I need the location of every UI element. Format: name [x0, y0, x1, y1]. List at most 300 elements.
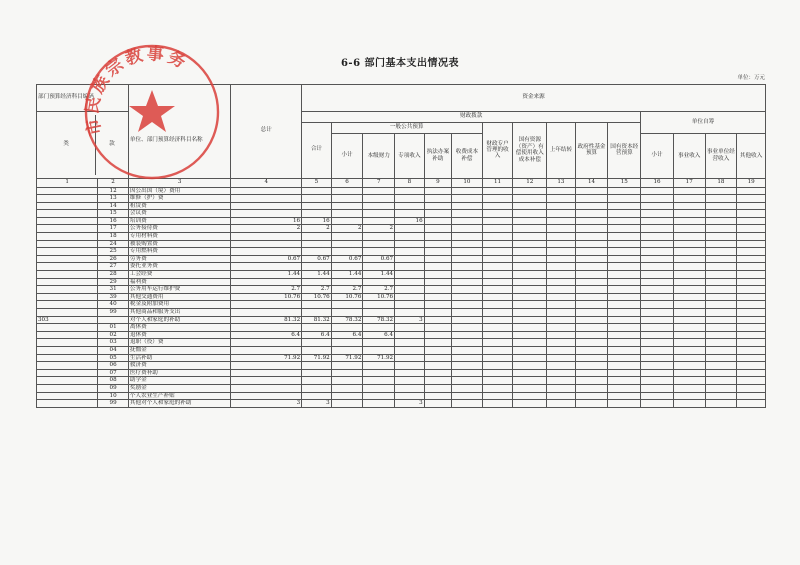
cell-total	[231, 195, 302, 203]
column-number: 14	[575, 178, 608, 187]
cell-subtotal: 1.44	[302, 271, 332, 279]
empty-cell	[705, 248, 737, 256]
empty-cell	[673, 384, 705, 392]
empty-cell	[424, 324, 451, 332]
empty-cell	[641, 233, 674, 241]
empty-cell	[547, 233, 576, 241]
cell-small	[331, 392, 363, 400]
empty-cell	[641, 202, 674, 210]
empty-cell	[641, 400, 674, 408]
empty-cell	[547, 384, 576, 392]
empty-cell	[575, 225, 608, 233]
empty-cell	[482, 271, 513, 279]
empty-cell	[547, 392, 576, 400]
empty-cell	[673, 195, 705, 203]
empty-cell	[705, 369, 737, 377]
empty-cell	[575, 255, 608, 263]
cell-kuan: 13	[98, 195, 129, 203]
empty-cell	[452, 377, 483, 385]
empty-cell	[608, 377, 641, 385]
cell-special	[395, 202, 425, 210]
business-income-header: 事业收入	[673, 134, 705, 179]
prev-year-header: 上年结转	[547, 123, 576, 179]
table-row	[37, 202, 766, 210]
empty-cell	[705, 195, 737, 203]
column-number: 6	[331, 178, 363, 187]
table-row	[37, 293, 766, 301]
empty-cell	[452, 210, 483, 218]
cell-subtotal	[302, 248, 332, 256]
cell-small: 1.44	[331, 271, 363, 279]
empty-cell	[575, 369, 608, 377]
cell-small	[331, 210, 363, 218]
empty-cell	[513, 195, 547, 203]
table-row	[37, 331, 766, 339]
empty-cell	[705, 309, 737, 317]
empty-cell	[737, 263, 766, 271]
unit-econ-name-header: 单位、部门预算经济科目名称	[128, 134, 230, 179]
empty-cell	[424, 339, 451, 347]
cell-level	[363, 400, 395, 408]
cell-level	[363, 377, 395, 385]
cell-level	[363, 278, 395, 286]
empty-cell	[547, 400, 576, 408]
empty-cell	[608, 195, 641, 203]
cell-level	[363, 324, 395, 332]
cell-lei	[37, 271, 98, 279]
empty-cell	[673, 354, 705, 362]
empty-cell	[575, 195, 608, 203]
cell-lei	[37, 339, 98, 347]
cell-subtotal	[302, 187, 332, 195]
column-number-row	[37, 178, 766, 187]
empty-cell	[452, 263, 483, 271]
empty-cell	[424, 400, 451, 408]
empty-cell	[575, 217, 608, 225]
empty-cell	[705, 255, 737, 263]
table-row	[37, 354, 766, 362]
cell-special	[395, 384, 425, 392]
cell-level	[363, 362, 395, 370]
empty-cell	[641, 324, 674, 332]
special-income-header: 专项收入	[395, 134, 425, 179]
empty-cell	[424, 187, 451, 195]
cell-level: 71.92	[363, 354, 395, 362]
empty-cell	[737, 362, 766, 370]
empty-cell	[424, 202, 451, 210]
cell-subtotal: 71.92	[302, 354, 332, 362]
cell-level	[363, 202, 395, 210]
empty-cell	[673, 271, 705, 279]
cell-subtotal	[302, 301, 332, 309]
empty-cell	[513, 233, 547, 241]
column-number: 8	[395, 178, 425, 187]
column-number: 19	[737, 178, 766, 187]
column-number: 3	[128, 178, 230, 187]
column-number: 15	[608, 178, 641, 187]
table-row	[37, 255, 766, 263]
empty-cell	[452, 225, 483, 233]
empty-cell	[482, 278, 513, 286]
cell-level	[363, 263, 395, 271]
cell-special	[395, 233, 425, 241]
empty-cell	[482, 331, 513, 339]
cell-subtotal	[302, 369, 332, 377]
cell-total: 6.4	[231, 331, 302, 339]
empty-cell	[575, 384, 608, 392]
table-row	[37, 195, 766, 203]
empty-cell	[673, 210, 705, 218]
cell-total: 2	[231, 225, 302, 233]
empty-cell	[424, 217, 451, 225]
empty-cell	[673, 187, 705, 195]
empty-cell	[452, 278, 483, 286]
cell-name: 公务用车运行维护费	[128, 286, 230, 294]
empty-cell	[641, 346, 674, 354]
empty-cell	[673, 309, 705, 317]
cell-name: 租赁费	[128, 202, 230, 210]
empty-cell	[705, 392, 737, 400]
empty-cell	[673, 255, 705, 263]
table-row	[37, 225, 766, 233]
cell-special	[395, 346, 425, 354]
cell-level	[363, 301, 395, 309]
empty-cell	[673, 331, 705, 339]
empty-cell	[547, 339, 576, 347]
empty-cell	[673, 377, 705, 385]
cell-subtotal	[302, 377, 332, 385]
empty-cell	[705, 346, 737, 354]
cell-special	[395, 278, 425, 286]
empty-cell	[547, 346, 576, 354]
empty-cell	[513, 202, 547, 210]
econ-code-header: 部门预算经济科目编码	[37, 85, 129, 112]
cell-small	[331, 202, 363, 210]
gov-fund-header: 政府性基金预算	[575, 123, 608, 179]
table-row	[37, 263, 766, 271]
cell-special: 3	[395, 400, 425, 408]
cell-total	[231, 346, 302, 354]
empty-cell	[705, 384, 737, 392]
empty-cell	[575, 187, 608, 195]
empty-cell	[575, 271, 608, 279]
empty-cell	[424, 392, 451, 400]
empty-cell	[641, 362, 674, 370]
empty-cell	[673, 286, 705, 294]
empty-cell	[673, 225, 705, 233]
cell-name: 退休费	[128, 331, 230, 339]
cell-total: 71.92	[231, 354, 302, 362]
empty-cell	[452, 195, 483, 203]
empty-cell	[705, 217, 737, 225]
cell-kuan: 15	[98, 210, 129, 218]
empty-cell	[608, 202, 641, 210]
cell-name: 离休费	[128, 324, 230, 332]
table-row	[37, 316, 766, 324]
cell-special	[395, 225, 425, 233]
empty-cell	[705, 286, 737, 294]
empty-cell	[424, 271, 451, 279]
empty-cell	[737, 331, 766, 339]
empty-cell	[482, 225, 513, 233]
cell-lei	[37, 301, 98, 309]
empty-cell	[673, 202, 705, 210]
cell-lei: 303	[37, 316, 98, 324]
empty-cell	[673, 400, 705, 408]
empty-cell	[608, 263, 641, 271]
cell-special	[395, 293, 425, 301]
empty-cell	[737, 369, 766, 377]
empty-cell	[641, 248, 674, 256]
empty-cell	[452, 362, 483, 370]
cell-total	[231, 248, 302, 256]
empty-cell	[424, 263, 451, 271]
empty-cell	[575, 331, 608, 339]
cell-subtotal	[302, 309, 332, 317]
cell-name: 奖励金	[128, 384, 230, 392]
empty-cell	[482, 233, 513, 241]
cell-total	[231, 301, 302, 309]
empty-cell	[513, 240, 547, 248]
empty-cell	[705, 316, 737, 324]
empty-cell	[547, 278, 576, 286]
cell-special	[395, 369, 425, 377]
empty-cell	[705, 339, 737, 347]
column-number: 5	[302, 178, 332, 187]
cell-small	[331, 339, 363, 347]
cell-kuan: 09	[98, 384, 129, 392]
self-subtotal-header: 小计	[641, 134, 674, 179]
empty-cell	[547, 286, 576, 294]
empty-cell	[705, 293, 737, 301]
empty-cell	[513, 301, 547, 309]
cell-small	[331, 278, 363, 286]
cell-kuan: 03	[98, 339, 129, 347]
empty-cell	[737, 210, 766, 218]
empty-cell	[737, 309, 766, 317]
empty-cell	[513, 278, 547, 286]
cell-lei	[37, 362, 98, 370]
cell-small	[331, 324, 363, 332]
table-row	[37, 286, 766, 294]
empty-cell	[641, 293, 674, 301]
cell-total	[231, 210, 302, 218]
unit-label: 单位：万元	[737, 75, 765, 81]
empty-cell	[424, 233, 451, 241]
cell-name: 生活补助	[128, 354, 230, 362]
table-row	[37, 217, 766, 225]
empty-cell	[575, 316, 608, 324]
column-number: 2	[98, 178, 129, 187]
empty-cell	[575, 301, 608, 309]
cell-total	[231, 309, 302, 317]
empty-cell	[608, 293, 641, 301]
cell-subtotal: 10.76	[302, 293, 332, 301]
empty-cell	[513, 210, 547, 218]
cell-name: 助学金	[128, 377, 230, 385]
cell-special	[395, 354, 425, 362]
empty-cell	[641, 278, 674, 286]
empty-cell	[547, 309, 576, 317]
this-level-header: 本级财力	[363, 134, 395, 179]
empty-cell	[513, 331, 547, 339]
cell-name: 对个人和家庭的补助	[128, 316, 230, 324]
empty-cell	[424, 331, 451, 339]
cell-lei	[37, 346, 98, 354]
cell-level	[363, 384, 395, 392]
cell-lei	[37, 331, 98, 339]
empty-cell	[737, 233, 766, 241]
cell-lei	[37, 240, 98, 248]
svg-text:市民族宗教事务: 市民族宗教事务	[82, 44, 192, 138]
cell-level: 10.76	[363, 293, 395, 301]
cell-special	[395, 377, 425, 385]
cell-kuan: 39	[98, 293, 129, 301]
cell-special	[395, 248, 425, 256]
empty-cell	[641, 339, 674, 347]
empty-cell	[575, 263, 608, 271]
empty-cell	[608, 210, 641, 218]
cell-kuan: 02	[98, 331, 129, 339]
table-row	[37, 362, 766, 370]
empty-cell	[705, 187, 737, 195]
empty-cell	[608, 362, 641, 370]
cell-subtotal	[302, 195, 332, 203]
cell-small	[331, 217, 363, 225]
cell-total	[231, 233, 302, 241]
cell-name: 委托业务费	[128, 263, 230, 271]
empty-cell	[673, 278, 705, 286]
table-row	[37, 377, 766, 385]
state-capital-header: 国有资本经营预算	[608, 123, 641, 179]
empty-cell	[673, 217, 705, 225]
empty-cell	[452, 339, 483, 347]
cell-kuan: 26	[98, 255, 129, 263]
empty-cell	[424, 369, 451, 377]
cell-subtotal: 2.7	[302, 286, 332, 294]
cell-level	[363, 195, 395, 203]
affiliated-income-header: 事业单位经营收入	[705, 134, 737, 179]
empty-cell	[608, 331, 641, 339]
table-row	[37, 240, 766, 248]
empty-cell	[424, 346, 451, 354]
column-number: 12	[513, 178, 547, 187]
empty-cell	[452, 331, 483, 339]
cell-level	[363, 233, 395, 241]
table-row	[37, 233, 766, 241]
empty-cell	[673, 248, 705, 256]
empty-cell	[547, 248, 576, 256]
cell-name: 退职（役）费	[128, 339, 230, 347]
general-small-total-header: 小计	[331, 134, 363, 179]
empty-cell	[424, 377, 451, 385]
empty-cell	[547, 354, 576, 362]
empty-cell	[452, 240, 483, 248]
cell-level: 2.7	[363, 286, 395, 294]
empty-cell	[547, 202, 576, 210]
empty-cell	[705, 362, 737, 370]
empty-cell	[547, 316, 576, 324]
empty-cell	[452, 384, 483, 392]
empty-cell	[673, 263, 705, 271]
empty-cell	[608, 217, 641, 225]
empty-cell	[575, 400, 608, 408]
cell-name: 因公出国（境）费用	[128, 187, 230, 195]
empty-cell	[705, 331, 737, 339]
cell-lei	[37, 210, 98, 218]
empty-cell	[513, 255, 547, 263]
cell-small: 10.76	[331, 293, 363, 301]
empty-cell	[452, 354, 483, 362]
cell-kuan: 99	[98, 400, 129, 408]
column-number: 16	[641, 178, 674, 187]
cell-total: 81.32	[231, 316, 302, 324]
cell-name: 个人农业生产补贴	[128, 392, 230, 400]
kuan-header: 款	[109, 140, 115, 147]
cell-total	[231, 392, 302, 400]
empty-cell	[641, 377, 674, 385]
cell-small: 2.7	[331, 286, 363, 294]
empty-cell	[482, 187, 513, 195]
cell-small: 0.67	[331, 255, 363, 263]
empty-cell	[737, 339, 766, 347]
cell-special	[395, 301, 425, 309]
empty-cell	[737, 187, 766, 195]
empty-cell	[608, 271, 641, 279]
table-row	[37, 384, 766, 392]
empty-cell	[608, 339, 641, 347]
empty-cell	[424, 293, 451, 301]
empty-cell	[737, 293, 766, 301]
empty-cell	[641, 309, 674, 317]
cell-subtotal: 2	[302, 225, 332, 233]
empty-cell	[608, 255, 641, 263]
empty-cell	[513, 339, 547, 347]
empty-cell	[673, 362, 705, 370]
empty-cell	[547, 187, 576, 195]
table-row	[37, 187, 766, 195]
cell-kuan: 29	[98, 278, 129, 286]
cell-kuan: 04	[98, 346, 129, 354]
empty-cell	[482, 377, 513, 385]
page-title: 6-6 部门基本支出情况表	[340, 58, 460, 69]
cell-small	[331, 301, 363, 309]
cell-kuan: 06	[98, 362, 129, 370]
empty-cell	[482, 195, 513, 203]
self-raised-header: 单位自筹	[641, 112, 766, 134]
cell-total: 16	[231, 217, 302, 225]
empty-cell	[452, 233, 483, 241]
empty-cell	[482, 362, 513, 370]
cell-level	[363, 346, 395, 354]
empty-cell	[641, 255, 674, 263]
cell-subtotal: 0.67	[302, 255, 332, 263]
empty-cell	[482, 248, 513, 256]
cell-subtotal	[302, 278, 332, 286]
empty-cell	[424, 301, 451, 309]
empty-cell	[705, 233, 737, 241]
empty-cell	[547, 195, 576, 203]
table-row	[37, 271, 766, 279]
empty-cell	[482, 263, 513, 271]
column-number: 13	[547, 178, 576, 187]
cell-kuan: 40	[98, 301, 129, 309]
empty-cell	[424, 195, 451, 203]
empty-cell	[641, 369, 674, 377]
empty-cell	[513, 316, 547, 324]
cell-name: 培训费	[128, 217, 230, 225]
cell-small: 2	[331, 225, 363, 233]
